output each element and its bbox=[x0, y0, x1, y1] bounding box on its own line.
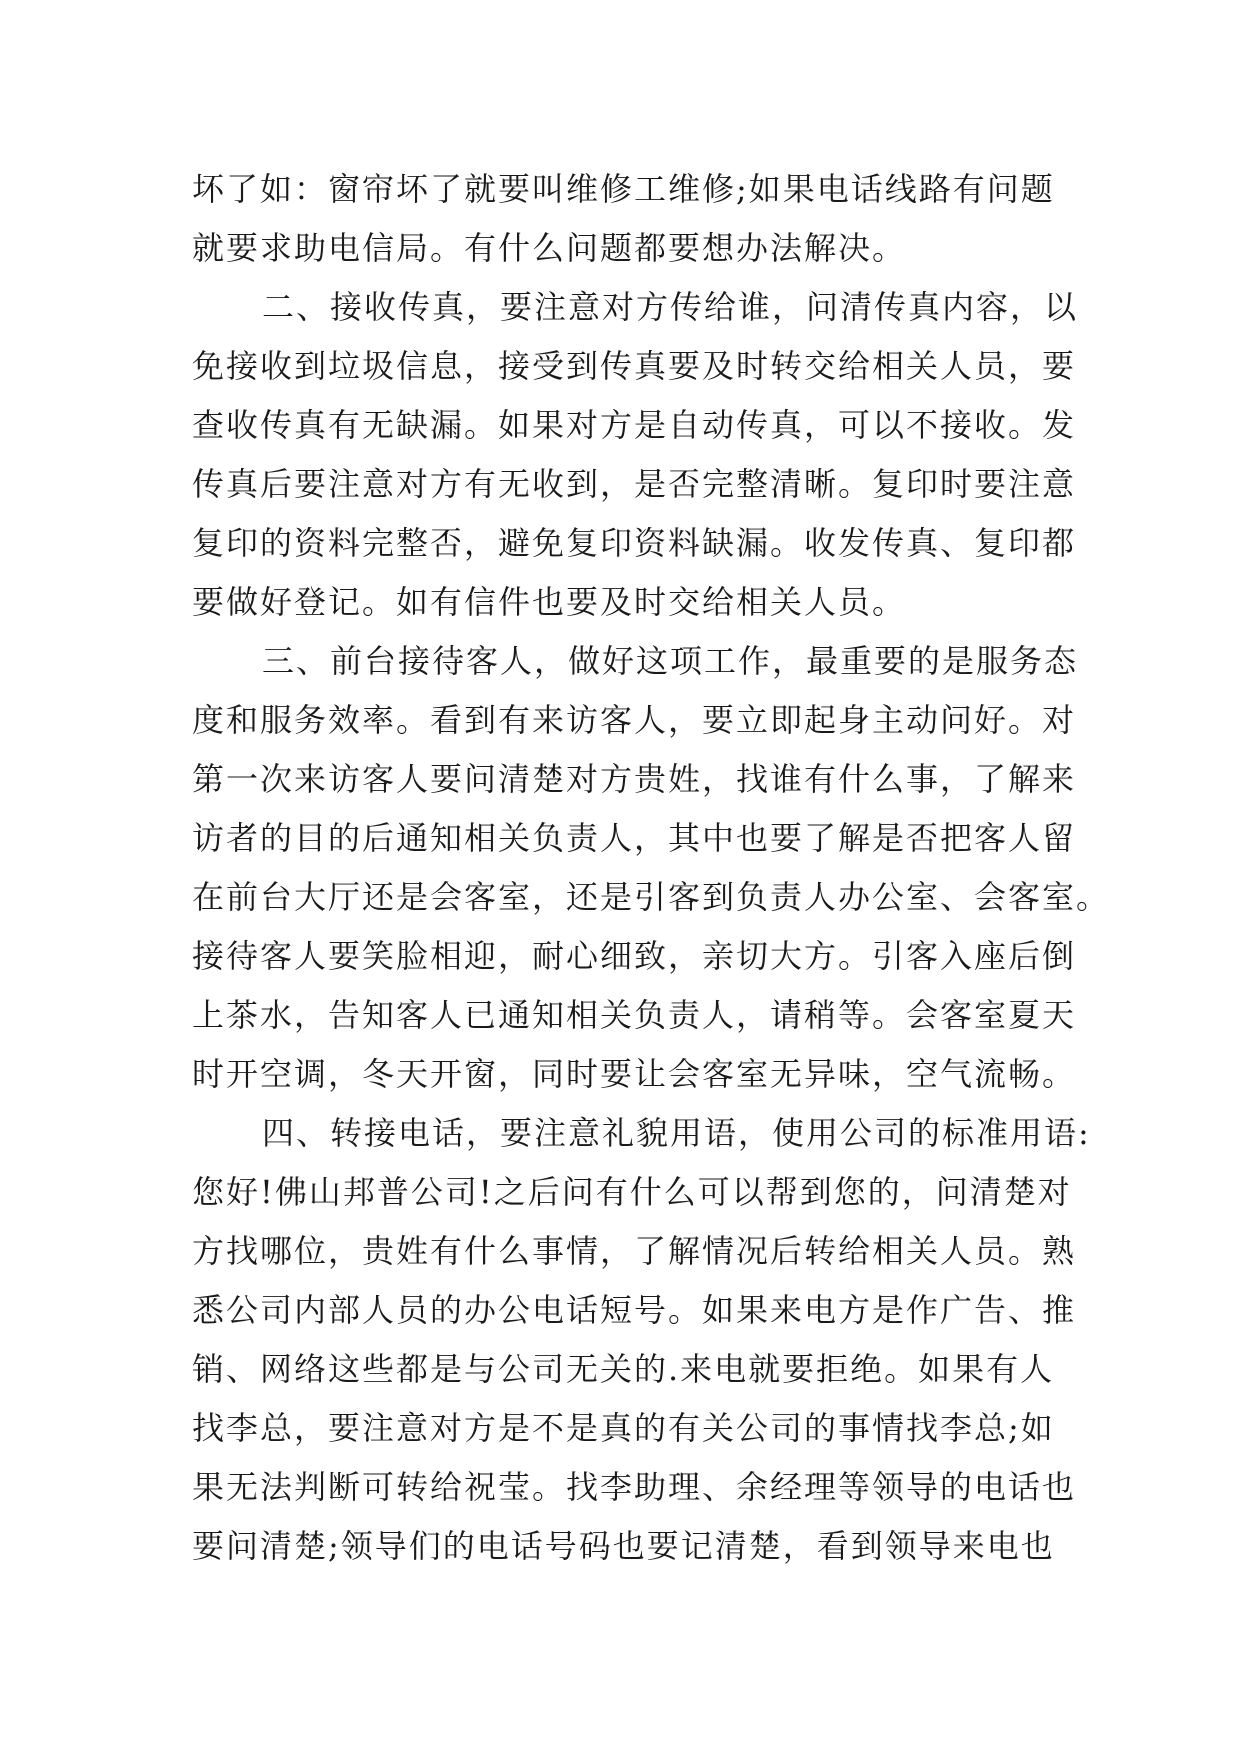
text-line: 要问清楚;领导们的电话号码也要记清楚，看到领导来电也 bbox=[192, 1527, 1055, 1565]
text-line: 果无法判断可转给祝莹。找李助理、余经理等领导的电话也 bbox=[192, 1468, 1077, 1506]
text-line: 传真后要注意对方有无收到，是否完整清晰。复印时要注意 bbox=[192, 465, 1077, 503]
text-line: 访者的目的后通知相关负责人，其中也要了解是否把客人留 bbox=[192, 819, 1077, 857]
text-line: 在前台大厅还是会客室，还是引客到负责人办公室、会客室。 bbox=[192, 878, 1111, 916]
text-line: 坏了如：窗帘坏了就要叫维修工维修;如果电话线路有问题 bbox=[192, 170, 1055, 208]
paragraph-first-line: 三、前台接待客人，做好这项工作，最重要的是服务态 bbox=[262, 642, 1079, 680]
text-line: 时开空调，冬天开窗，同时要让会客室无异味，空气流畅。 bbox=[192, 1055, 1077, 1093]
text-line: 接待客人要笑脸相迎，耐心细致，亲切大方。引客入座后倒 bbox=[192, 937, 1077, 975]
text-line: 要做好登记。如有信件也要及时交给相关人员。 bbox=[192, 583, 907, 621]
text-line: 销、网络这些都是与公司无关的.来电就要拒绝。如果有人 bbox=[192, 1350, 1055, 1388]
text-line: 悉公司内部人员的办公电话短号。如果来电方是作广告、推 bbox=[192, 1291, 1077, 1329]
text-line: 上茶水，告知客人已通知相关负责人，请稍等。会客室夏天 bbox=[192, 996, 1077, 1034]
paragraph-first-line: 二、接收传真，要注意对方传给谁，问清传真内容，以 bbox=[262, 288, 1079, 326]
paragraph-first-line: 四、转接电话，要注意礼貌用语，使用公司的标准用语: bbox=[262, 1114, 1091, 1152]
text-line: 您好!佛山邦普公司!之后问有什么可以帮到您的，问清楚对 bbox=[192, 1173, 1072, 1211]
text-line: 复印的资料完整否，避免复印资料缺漏。收发传真、复印都 bbox=[192, 524, 1077, 562]
document-body bbox=[192, 160, 1111, 1576]
text-line: 查收传真有无缺漏。如果对方是自动传真，可以不接收。发 bbox=[192, 406, 1077, 444]
text-line: 方找哪位，贵姓有什么事情，了解情况后转给相关人员。熟 bbox=[192, 1232, 1077, 1270]
text-line: 第一次来访客人要问清楚对方贵姓，找谁有什么事，了解来 bbox=[192, 760, 1077, 798]
text-line: 找李总，要注意对方是不是真的有关公司的事情找李总;如 bbox=[192, 1409, 1055, 1447]
text-line: 度和服务效率。看到有来访客人，要立即起身主动问好。对 bbox=[192, 701, 1077, 739]
text-line: 免接收到垃圾信息，接受到传真要及时转交给相关人员，要 bbox=[192, 347, 1077, 385]
text-line: 就要求助电信局。有什么问题都要想办法解决。 bbox=[192, 229, 907, 267]
